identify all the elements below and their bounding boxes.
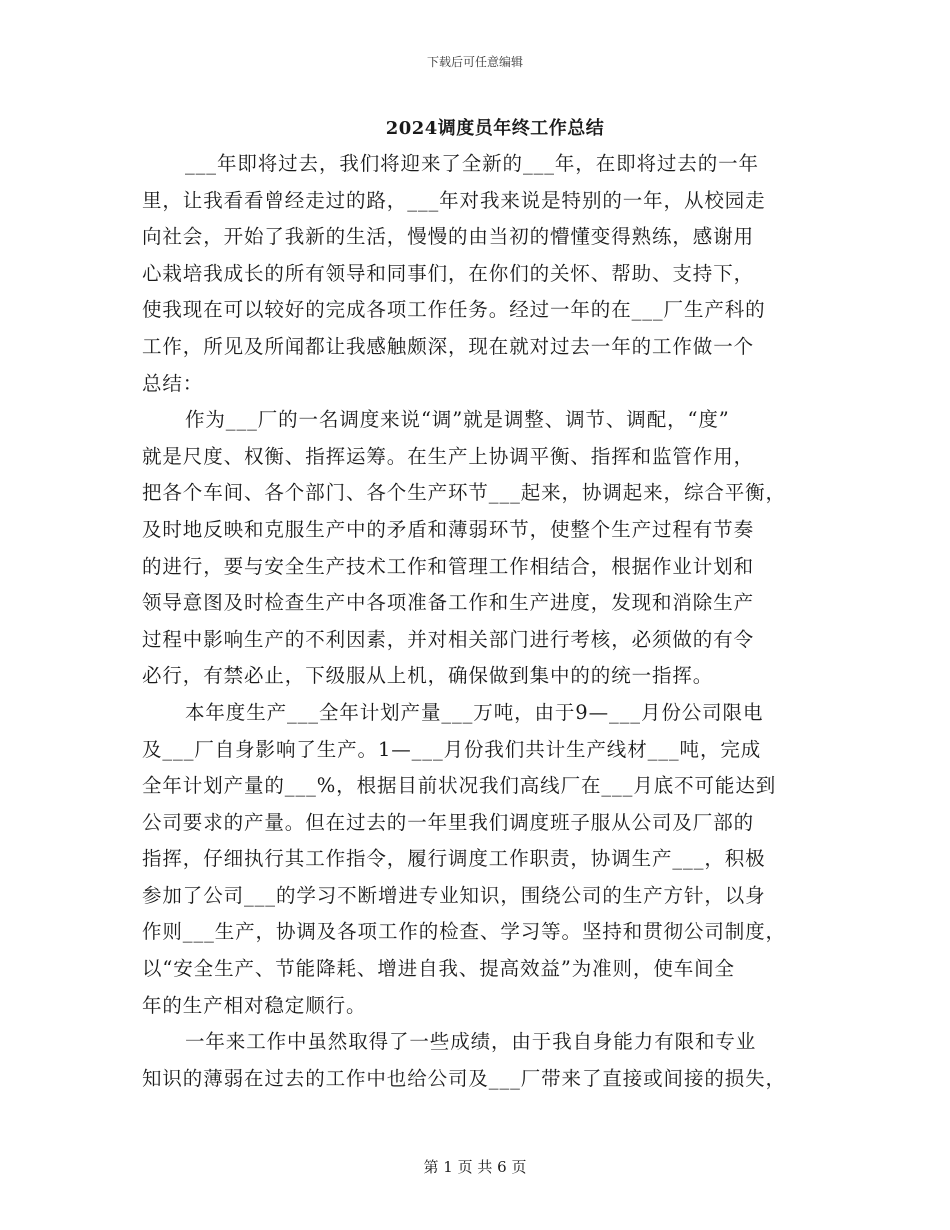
page-number: 第 1 页 共 6 页 [423, 1158, 527, 1176]
body-line: 就是尺度、权衡、指挥运筹。在生产上协调平衡、指挥和监管作用， [142, 444, 755, 468]
body-line: 参加了公司___的学习不断增进专业知识，围绕公司的生产方针，以身 [142, 883, 766, 907]
body-line: 使我现在可以较好的完成各项工作任务。经过一年的在___厂生产科的 [142, 298, 766, 322]
body-line: 作则___生产，协调及各项工作的检查、学习等。坚持和贯彻公司制度， [142, 920, 786, 944]
body-line: 工作，所见及所闻都让我感触颇深，现在就对过去一年的工作做一个 [142, 334, 755, 358]
body-line: 及时地反映和克服生产中的矛盾和薄弱环节，使整个生产过程有节奏 [142, 517, 755, 541]
body-line: 向社会，开始了我新的生活，慢慢的由当初的懵懂变得熟练，感谢用 [142, 225, 755, 249]
body-line: 年的生产相对稳定顺行。 [142, 993, 367, 1017]
body-line: 及___厂自身影响了生产。1—___月份我们共计生产线材___吨，完成 [142, 737, 762, 761]
body-line: 总结： [142, 371, 204, 395]
header-note: 下载后可任意编辑 [426, 55, 523, 69]
body-line: 公司要求的产量。但在过去的一年里我们调度班子服从公司及厂部的 [142, 810, 755, 834]
document-body [142, 146, 822, 1097]
body-line: 以“安全生产、节能降耗、增进自我、提高效益”为准则，使车间全 [142, 957, 735, 981]
body-line: 本年度生产___全年计划产量___万吨，由于9—___月份公司限电 [185, 700, 764, 724]
body-line: 心栽培我成长的所有领导和同事们，在你们的关怀、帮助、支持下， [142, 261, 755, 285]
body-line: 把各个车间、各个部门、各个生产环节___起来，协调起来，综合平衡， [142, 481, 786, 505]
body-line: 的进行，要与安全生产技术工作和管理工作相结合，根据作业计划和 [142, 554, 755, 578]
body-line: 作为___厂的一名调度来说“调”就是调整、调节、调配，“度” [185, 408, 730, 432]
body-line: 知识的薄弱在过去的工作中也给公司及___厂带来了直接或间接的损失， [142, 1066, 786, 1090]
body-line: 领导意图及时检查生产中各项准备工作和生产进度，发现和消除生产 [142, 591, 755, 615]
body-line: 必行，有禁必止，下级服从上机，确保做到集中的的统一指挥。 [142, 664, 714, 688]
body-line: ___年即将过去，我们将迎来了全新的___年，在即将过去的一年 [185, 152, 759, 175]
body-line: 指挥，仔细执行其工作指令，履行调度工作职责，协调生产___，积极 [142, 847, 766, 871]
body-line: 一年来工作中虽然取得了一些成绩，由于我自身能力有限和专业 [185, 1030, 757, 1054]
body-line: 全年计划产量的___%，根据目前状况我们高线厂在___月底不可能达到 [142, 774, 777, 798]
body-line: 里，让我看看曾经走过的路，___年对我来说是特别的一年，从校园走 [142, 188, 766, 212]
document-title: 2024调度员年终工作总结 [385, 118, 605, 139]
body-line: 过程中影响生产的不利因素，并对相关部门进行考核，必须做的有令 [142, 627, 755, 651]
